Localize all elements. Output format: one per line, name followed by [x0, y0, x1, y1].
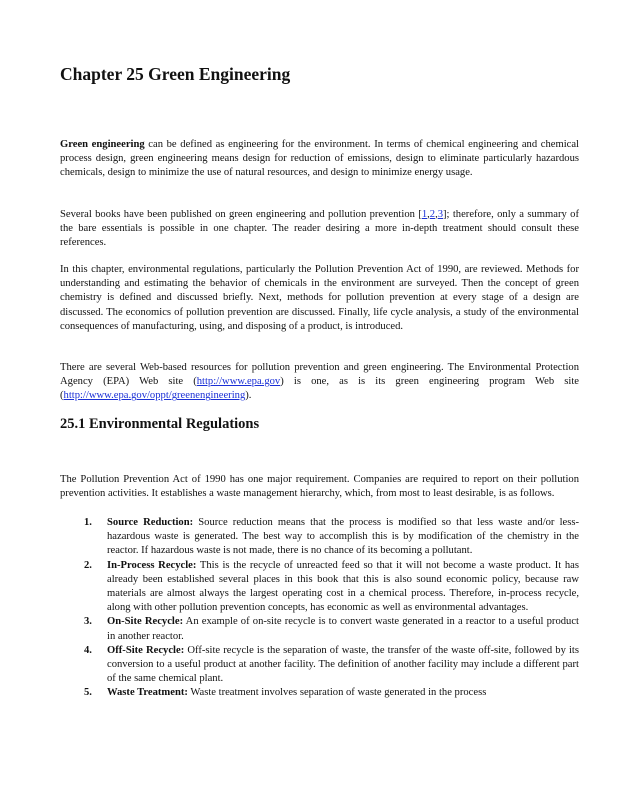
reference-link-1[interactable]: 1	[421, 209, 428, 220]
list-item	[60, 516, 579, 559]
list-item-term: In-Process Recycle:	[107, 559, 197, 571]
list-item-term: Source Reduction:	[107, 517, 194, 528]
section-paragraph-1: The Pollution Prevention Act of 1990 has one major requirement. Companies are required to report on their pollution prevention activities. It establishes a waste management hierarchy, which, from most to least desirable, is as follows.	[60, 474, 579, 500]
intro-paragraph-1-text: can be defined as engineering for the environment. In terms of chemical engineering and chemical process design, green engineering means design for reduction of emissions, design to eliminate particularly hazardous chemicals, design to minimize the use of natural resources, and design to minimize energy usage.	[60, 139, 579, 179]
list-item-number: 1.	[84, 517, 92, 528]
waste-hierarchy-list	[60, 516, 579, 701]
reference-separator: ,	[435, 209, 438, 220]
intro-paragraph-1	[60, 138, 579, 181]
list-item-term: On-Site Recycle:	[107, 616, 184, 628]
intro-paragraph-4-middle: ) is one, as is its green engineering program Web site (	[60, 376, 579, 402]
list-item-text: This is the recycle of unreacted feed so that it will not become a waste product. It has already been established several places in this book that this is also sound economic policy, because raw materials are almost always the largest operating cost in a chemical process. Therefore, in-process recycle, along with other pollution prevention concepts, has economic as well as environmental advantages.	[107, 559, 579, 614]
list-item-number: 2.	[84, 559, 92, 571]
intro-paragraph-2	[60, 208, 579, 251]
green-engineering-program-link[interactable]: http://www.epa.gov/oppt/greenengineering	[63, 390, 246, 402]
list-item	[60, 559, 579, 616]
list-item-text: An example of on-site recycle is to convert waste generated in a reactor to a useful product in another reactor.	[107, 616, 579, 642]
intro-paragraph-4-after: ).	[245, 390, 252, 402]
list-item-text: Source reduction means that the process is modified so that less waste and/or less-hazardous waste is generated. The best way to accomplish this is by modification of the chemistry in the reactor. If hazardous waste is not made, there is no chance of its becoming a pollutant.	[107, 517, 579, 557]
intro-paragraph-4-before: There are several Web-based resources for pollution prevention and green engineering. The Environmental Protection Agency (EPA) Web site (	[60, 362, 579, 388]
intro-paragraph-4	[60, 361, 579, 404]
list-item-number: 3.	[84, 616, 92, 628]
list-item	[60, 686, 579, 700]
list-item-term: Off-Site Recycle:	[107, 644, 185, 656]
list-item-term: Waste Treatment:	[107, 687, 188, 699]
list-item-number: 5.	[84, 687, 92, 699]
list-item-text: Off-site recycle is the separation of waste, the transfer of the waste off-site, followed by its conversion to a useful product at another facility. The definition of another facility may include a different part of the same chemical plant.	[107, 644, 579, 685]
intro-paragraph-2-before: Several books have been published on green engineering and pollution prevention [	[60, 209, 422, 220]
list-item	[60, 644, 579, 687]
intro-paragraph-3: In this chapter, environmental regulations, particularly the Pollution Prevention Act of 1990, are reviewed. Methods for understanding and estimating the behavior of chemicals in the environment are surveyed. Then the concept of green chemistry is defined and discussed briefly. Next, methods for pollution prevention at every stage of a design are discussed. The economics of pollution prevention are discussed. Finally, life cycle analysis, a study of the environmental consequences of manufacturing, using, and disposing of a product, is introduced.	[60, 264, 579, 332]
reference-separator: ,	[427, 209, 430, 220]
section-title: 25.1 Environmental Regulations	[60, 416, 260, 432]
list-item-number: 4.	[84, 644, 92, 656]
list-item	[60, 615, 579, 643]
reference-link-2[interactable]: 2	[429, 209, 436, 220]
chapter-title: Chapter 25 Green Engineering	[60, 64, 291, 84]
intro-paragraph-2-after: ]; therefore, only a summary of the bare essentials is possible in one chapter. The reader desiring a more in-depth treatment should consult these references.	[60, 209, 579, 249]
list-item-text: Waste treatment involves separation of waste generated in the process	[187, 687, 487, 699]
reference-link-3[interactable]: 3	[437, 209, 444, 220]
term-green-engineering: Green engineering	[60, 139, 145, 150]
epa-website-link[interactable]: http://www.epa.gov	[196, 376, 281, 388]
